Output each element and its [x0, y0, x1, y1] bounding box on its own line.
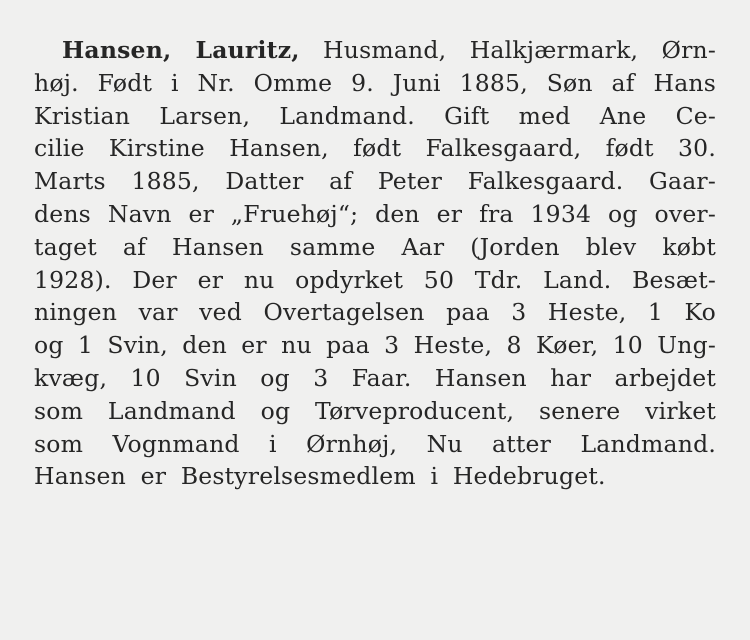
text-line-10: og 1 Svin, den er nu paa 3 Heste, 8 Køer, 10 Ung- — [34, 331, 716, 360]
entry-name: Hansen, Lauritz, — [62, 36, 300, 64]
text-line-2: høj. Født i Nr. Omme 9. Juni 1885, Søn af Hans — [34, 68, 716, 97]
text-line-14: Hansen er Bestyrelsesmedlem i Hedebruget. — [34, 462, 606, 491]
text-line-7: taget af Hansen samme Aar (Jorden blev købt — [34, 232, 716, 261]
text-line-12: som Landmand og Tørveproducent, senere virket — [34, 396, 716, 425]
text-line-9: ningen var ved Overtagelsen paa 3 Heste, 1 Ko — [34, 298, 716, 327]
text-line-1 — [34, 34, 716, 67]
text-line-1-rest: Husmand, Halkjærmark, Ørn- — [299, 36, 716, 64]
text-line-13: som Vognmand i Ørnhøj, Nu atter Landmand. — [34, 429, 716, 458]
text-line-6: dens Navn er „Fruehøj“; den er fra 1934 og over- — [34, 199, 716, 228]
text-line-8: 1928). Der er nu opdyrket 50 Tdr. Land. Besæt- — [34, 265, 716, 294]
text-line-3: Kristian Larsen, Landmand. Gift med Ane Ce- — [34, 101, 716, 130]
biographical-entry — [34, 34, 716, 493]
text-line-5: Marts 1885, Datter af Peter Falkesgaard. Gaar- — [34, 167, 716, 196]
text-line-11: kvæg, 10 Svin og 3 Faar. Hansen har arbejdet — [34, 363, 716, 392]
text-line-4: cilie Kirstine Hansen, født Falkesgaard, født 30. — [34, 134, 716, 163]
